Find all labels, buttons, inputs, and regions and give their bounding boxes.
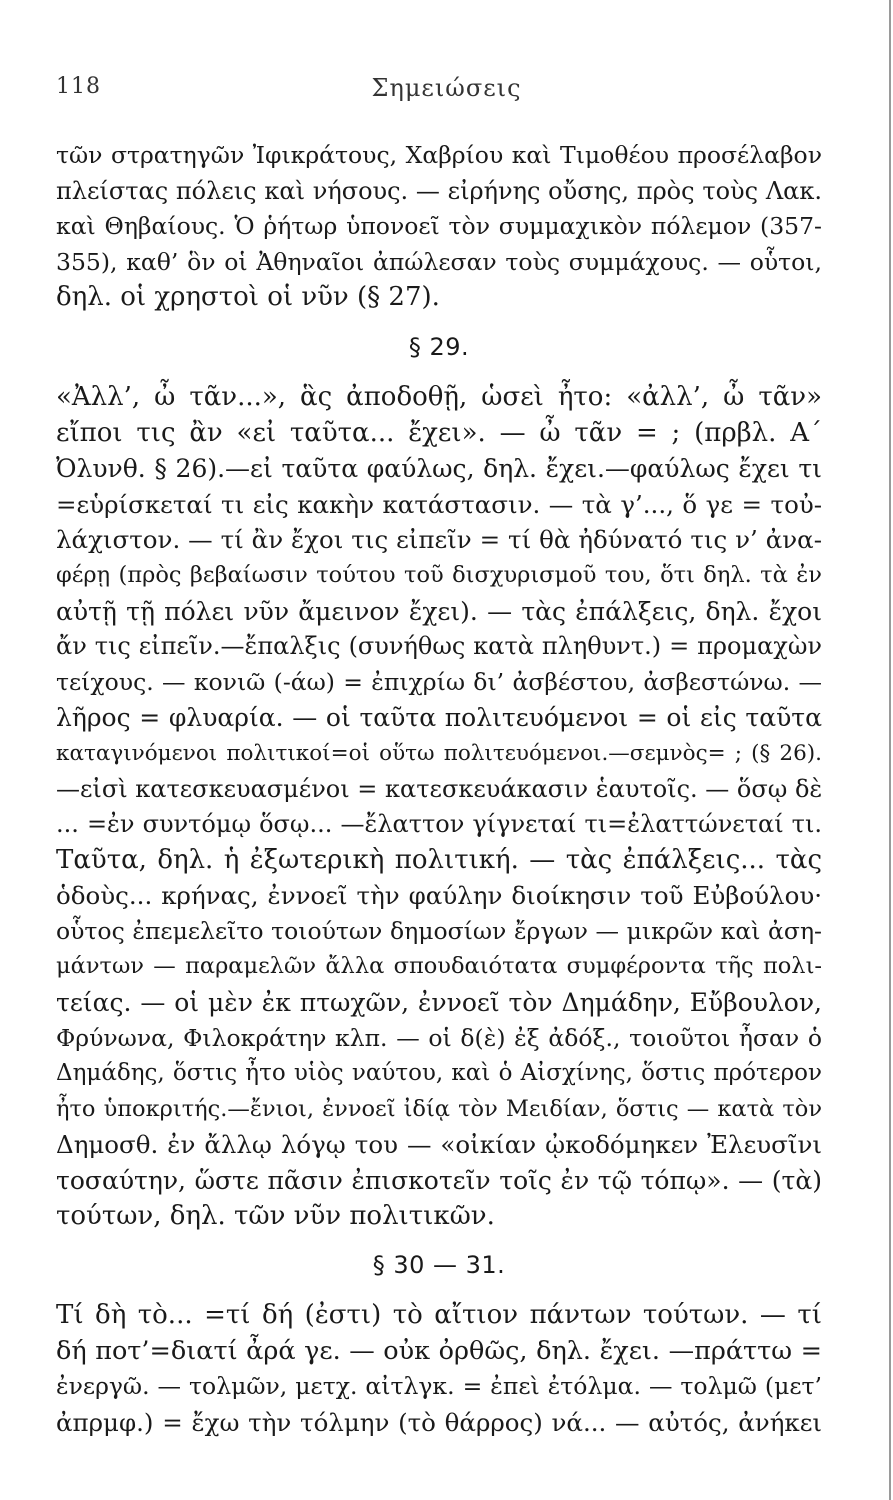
text-line: 355), καθ’ ὃν οἱ Ἀθηναῖοι ἀπώλεσαν τοὺς συμμάχους. — οὗτοι, [56,247,822,276]
text-line: φέρῃ (πρὸς βεβαίωσιν τούτου τοῦ δισχυρισμοῦ του, ὅτι δηλ. τὰ ἐν [56,561,822,588]
text-line: λάχιστον. — τί ἂν ἔχοι τις εἰπεῖν = τί θὰ ἠδύνατό τις ν’ ἀνα- [56,525,822,555]
text-line: ἄν τις εἰπεῖν.—ἔπαλξις (συνήθως κατὰ πληθυντ.) = προμαχὼν [56,632,822,661]
text-line: Δημοσθ. ἐν ἄλλῳ λόγῳ του — «οἰκίαν ᾠκοδόμηκεν Ἐλευσῖνι [56,1130,822,1160]
text-line: αὐτῇ τῇ πόλει νῦν ἄμεινον ἔχει). — τὰς ἐπάλξεις, δηλ. ἔχοι [56,596,822,626]
text-line: καὶ Θηβαίους. Ὁ ῥήτωρ ὑπονοεῖ τὸν συμμαχικὸν πόλεμον (357- [56,212,822,241]
text-line: εἴποι τις ἂν «εἰ ταῦτα... ἔχει». — ὦ τᾶν = ; (πρβλ. Α΄ [56,417,822,448]
text-line: ἀπρμφ.) = ἔχω τὴν τόλμην (τὸ θάρρος) νά... — αὐτός, ἀνήκει [56,1408,822,1437]
running-title: Σημειώσεις [371,74,522,102]
text-line: καταγινόμενοι πολιτικοί=οἱ οὕτω πολιτευόμενοι.—σεμνὸς= ; (§ 26). [56,740,822,766]
text-line: ... =ἐν συντόμῳ ὅσῳ... —ἔλαττον γίγνεταί τι=ἐλαττώνεταί τι. [56,810,822,839]
text-line: τοσαύτην, ὥστε πᾶσιν ἐπισκοτεῖν τοῖς ἐν τῷ τόπῳ». — (τὰ) [56,1166,822,1196]
notes-body [56,138,822,1441]
text-line: =εὑρίσκεταί τι εἰς κακὴν κατάστασιν. — τὰ γ’..., ὅ γε = τοὐ- [56,489,822,519]
section-heading: § 29. [408,333,470,362]
text-line: ἐνεργῶ. — τολμῶν, μετχ. αἰτλγκ. = ἐπεὶ ἐτόλμα. — τολμῶ (μετ’ [56,1372,822,1401]
text-line: Ὀλυνθ. § 26).—εἰ ταῦτα φαύλως, δηλ. ἔχει.—φαύλως ἔχει τι [56,454,822,484]
text-line: τείας. — οἱ μὲν ἐκ πτωχῶν, ἐννοεῖ τὸν Δημάδην, Εὔβουλον, [56,988,822,1018]
running-head [56,74,837,104]
text-line: ὁδοὺς... κρήνας, ἐννοεῖ τὴν φαύλην διοίκησιν τοῦ Εὐβούλου· [56,881,822,911]
text-line: μάντων — παραμελῶν ἄλλα σπουδαιότατα συμφέροντα τῆς πολι- [56,953,822,980]
text-line: τείχους. — κονιῶ (-άω) = ἐπιχρίω δι’ ἀσβέστου, ἀσβεστώνω. — [56,667,822,696]
section-heading: § 30 — 31. [372,1251,506,1280]
text-line: πλείστας πόλεις καὶ νήσους. — εἰρήνης οὔσης, πρὸς τοὺς Λακ. [56,176,822,205]
text-line: ἦτο ὑποκριτής.—ἔνιοι, ἐννοεῖ ἰδίᾳ τὸν Μειδίαν, ὅστις — κατὰ τὸν [56,1095,822,1122]
text-line: τούτων, δηλ. τῶν νῦν πολιτικῶν. [56,1200,495,1231]
page-number: 118 [56,74,101,99]
text-line: —εἰσὶ κατεσκευασμένοι = κατεσκευάκασιν ἑαυτοῖς. — ὅσῳ δὲ [56,774,823,803]
text-line: Ταῦτα, δηλ. ἡ ἐξωτερικὴ πολιτική. — τὰς ἐπάλξεις... τὰς [56,844,822,875]
text-line: οὗτος ἐπεμελεῖτο τοιούτων δημοσίων ἔργων — μικρῶν καὶ ἀση- [56,916,822,945]
page-edge-rule [889,0,891,1500]
text-line: δή ποτ’=διατί ἆρά γε. — οὐκ ὀρθῶς, δηλ. ἔχει. —πράττω = [56,1335,822,1366]
text-line: λῆρος = φλυαρία. — οἱ ταῦτα πολιτευόμενοι = οἱ εἰς ταῦτα [56,703,822,733]
text-line: τῶν στρατηγῶν Ἰφικράτους, Χαβρίου καὶ Τιμοθέου προσέλαβον [56,141,822,169]
text-line: Δημάδης, ὅστις ἦτο υἱὸς ναύτου, καὶ ὁ Αἰσχίνης, ὅστις πρότερον [56,1060,822,1087]
text-line: «Ἀλλ’, ὦ τᾶν...», ἃς ἀποδοθῇ, ὡσεὶ ἦτο: «ἀλλ’, ὦ τᾶν» [56,381,822,412]
text-line: Τί δὴ τὸ... =τί δή (ἐστι) τὸ αἴτιον πάντων τούτων. — τί [56,1300,822,1331]
text-line: δηλ. οἱ χρηστοὶ οἱ νῦν (§ 27). [56,282,440,313]
text-line: Φρύνωνα, Φιλοκράτην κλπ. — οἱ δ(ὲ) ἐξ ἀδόξ., τοιοῦτοι ἦσαν ὁ [56,1023,822,1052]
